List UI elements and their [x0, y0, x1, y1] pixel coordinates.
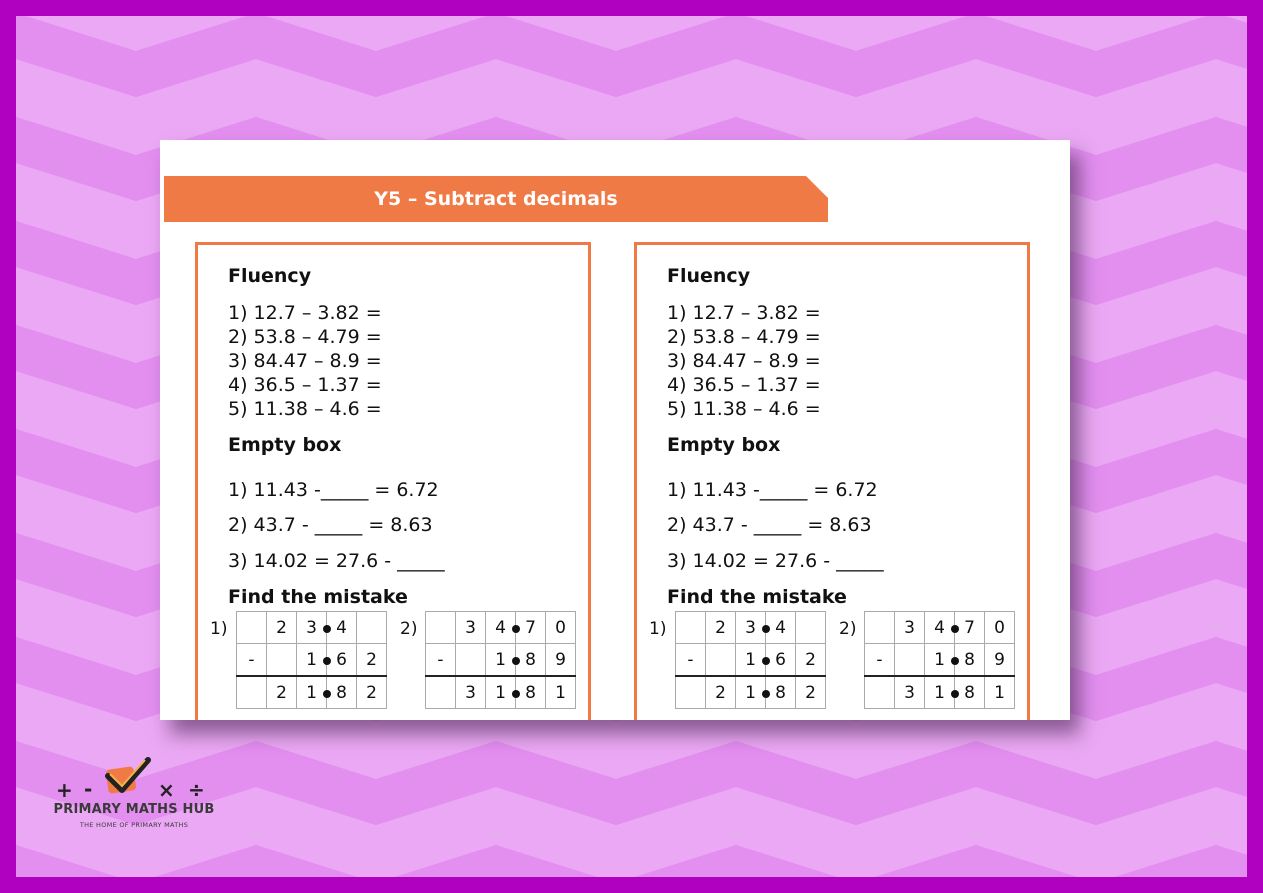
grid-cell	[706, 612, 736, 644]
grid-digit: 4	[495, 617, 506, 638]
grid-digit: 8	[525, 682, 536, 703]
grid-digit: 3	[904, 617, 915, 638]
grid-digit: 1	[934, 682, 945, 703]
empty-box-question: 3) 14.02 = 27.6 - _____	[228, 550, 445, 572]
fluency-list	[667, 301, 821, 421]
grid-cell	[456, 644, 486, 677]
logo-tagline: THE HOME OF PRIMARY MATHS	[79, 821, 189, 829]
grid-digit: 6	[336, 649, 347, 670]
decimal-point	[762, 625, 770, 633]
multiply-symbol: ×	[158, 778, 175, 802]
grid-cell	[796, 676, 826, 709]
fluency-question: 4) 36.5 – 1.37 =	[667, 374, 821, 396]
grid-digit: 1	[306, 682, 317, 703]
grid-digit: 2	[276, 617, 287, 638]
grid-digit: 2	[366, 649, 377, 670]
grid-digit: 3	[904, 682, 915, 703]
grid-row	[237, 676, 387, 709]
grid-cell	[736, 676, 766, 709]
grid-row	[676, 676, 826, 709]
empty-box-heading: Empty box	[667, 434, 781, 456]
grid-cell	[357, 612, 387, 644]
grid-cell	[925, 644, 955, 677]
grid-digit: 1	[994, 682, 1005, 703]
grid-cell	[895, 612, 925, 644]
grid-row	[237, 612, 387, 644]
logo-name: PRIMARY MATHS HUB	[53, 802, 215, 817]
empty-box-heading: Empty box	[228, 434, 342, 456]
grid-digit: 2	[366, 682, 377, 703]
column-subtraction-grid	[864, 611, 1015, 709]
grid-digit: 3	[745, 617, 756, 638]
empty-box-question: 1) 11.43 -_____ = 6.72	[667, 479, 878, 501]
grid-row	[676, 612, 826, 644]
fluency-heading: Fluency	[667, 265, 751, 287]
title-banner	[164, 176, 828, 222]
grid-cell	[267, 644, 297, 677]
grid-cell	[237, 676, 267, 709]
grid-digit: -	[687, 649, 694, 670]
grid-cell	[516, 676, 546, 709]
grid-digit: 9	[994, 649, 1005, 670]
grid-digit: 8	[964, 649, 975, 670]
column-subtraction-grid	[425, 611, 576, 709]
grid-cell	[267, 612, 297, 644]
grid-digit: 7	[525, 617, 536, 638]
grid-cell	[297, 676, 327, 709]
fluency-question: 5) 11.38 – 4.6 =	[667, 398, 821, 420]
grid-cell	[706, 644, 736, 677]
grid-digit: -	[437, 649, 444, 670]
grid-cell	[297, 612, 327, 644]
grid-cell	[736, 644, 766, 677]
fluency-question: 3) 84.47 – 8.9 =	[228, 350, 382, 372]
mistake-label: 1)	[649, 619, 667, 639]
grid-digit: 3	[465, 682, 476, 703]
grid-digit: 1	[495, 649, 506, 670]
grid-cell	[327, 676, 357, 709]
grid-row	[865, 676, 1015, 709]
decimal-point	[951, 625, 959, 633]
grid-cell	[865, 644, 895, 677]
fluency-question: 2) 53.8 – 4.79 =	[228, 326, 382, 348]
grid-cell	[267, 676, 297, 709]
grid-cell	[766, 612, 796, 644]
grid-cell	[426, 676, 456, 709]
fluency-question: 1) 12.7 – 3.82 =	[667, 302, 821, 324]
grid-cell	[766, 644, 796, 677]
grid-cell	[865, 612, 895, 644]
grid-cell	[985, 644, 1015, 677]
grid-digit: 4	[934, 617, 945, 638]
grid-digit: 8	[775, 682, 786, 703]
decimal-point	[512, 690, 520, 698]
column-subtraction-grid	[675, 611, 826, 709]
grid-cell	[865, 676, 895, 709]
divide-symbol: ÷	[188, 778, 205, 802]
grid-cell	[516, 612, 546, 644]
grid-digit: 2	[276, 682, 287, 703]
grid-row	[426, 612, 576, 644]
grid-cell	[456, 612, 486, 644]
plus-symbol: +	[56, 778, 73, 802]
grid-cell	[546, 612, 576, 644]
grid-digit: 1	[495, 682, 506, 703]
grid-cell	[985, 612, 1015, 644]
decimal-point	[323, 690, 331, 698]
decimal-point	[951, 690, 959, 698]
grid-cell	[796, 644, 826, 677]
grid-cell	[895, 644, 925, 677]
grid-cell	[327, 644, 357, 677]
grid-cell	[237, 612, 267, 644]
find-mistake-heading: Find the mistake	[228, 586, 408, 608]
grid-cell	[357, 644, 387, 677]
grid-cell	[357, 676, 387, 709]
grid-cell	[676, 612, 706, 644]
grid-cell	[327, 612, 357, 644]
grid-digit: 3	[465, 617, 476, 638]
chevron-stripe	[16, 36, 1247, 74]
grid-row	[426, 676, 576, 709]
grid-cell	[955, 612, 985, 644]
decimal-point	[762, 690, 770, 698]
grid-cell	[925, 612, 955, 644]
fluency-heading: Fluency	[228, 265, 312, 287]
grid-cell	[486, 612, 516, 644]
empty-box-question: 3) 14.02 = 27.6 - _____	[667, 550, 884, 572]
mistake-label: 2)	[400, 619, 418, 639]
grid-cell	[925, 676, 955, 709]
grid-digit: 2	[715, 617, 726, 638]
grid-digit: 9	[555, 649, 566, 670]
grid-digit: 2	[805, 682, 816, 703]
grid-cell	[426, 612, 456, 644]
grid-digit: 4	[336, 617, 347, 638]
primary-maths-hub-logo	[44, 752, 224, 836]
fluency-question: 4) 36.5 – 1.37 =	[228, 374, 382, 396]
worksheet-panel-left	[195, 242, 591, 720]
worksheet-title: Y5 – Subtract decimals	[374, 188, 618, 210]
grid-cell	[456, 676, 486, 709]
grid-digit: 8	[964, 682, 975, 703]
grid-digit: 8	[525, 649, 536, 670]
grid-cell	[516, 644, 546, 677]
grid-row	[865, 612, 1015, 644]
grid-digit: 1	[745, 649, 756, 670]
minus-symbol: -	[84, 777, 93, 801]
grid-digit: 1	[934, 649, 945, 670]
grid-cell	[297, 644, 327, 677]
grid-digit: 3	[306, 617, 317, 638]
grid-digit: -	[876, 649, 883, 670]
grid-digit: 2	[715, 682, 726, 703]
grid-digit: -	[248, 649, 255, 670]
grid-digit: 1	[555, 682, 566, 703]
decimal-point	[323, 657, 331, 665]
empty-box-question: 1) 11.43 -_____ = 6.72	[228, 479, 439, 501]
grid-digit: 0	[994, 617, 1005, 638]
grid-row	[426, 644, 576, 677]
grid-cell	[766, 676, 796, 709]
grid-cell	[676, 676, 706, 709]
fluency-question: 2) 53.8 – 4.79 =	[667, 326, 821, 348]
decimal-point	[951, 657, 959, 665]
mistake-label: 2)	[839, 619, 857, 639]
mistake-label: 1)	[210, 619, 228, 639]
worksheet-preview	[160, 140, 1070, 720]
grid-cell	[955, 676, 985, 709]
grid-digit: 6	[775, 649, 786, 670]
grid-cell	[486, 676, 516, 709]
grid-digit: 0	[555, 617, 566, 638]
grid-digit: 1	[745, 682, 756, 703]
grid-cell	[796, 612, 826, 644]
grid-digit: 2	[805, 649, 816, 670]
grid-row	[237, 644, 387, 677]
grid-row	[865, 644, 1015, 677]
grid-cell	[985, 676, 1015, 709]
grid-cell	[237, 644, 267, 677]
decimal-point	[512, 657, 520, 665]
fluency-list	[228, 301, 382, 421]
decimal-point	[323, 625, 331, 633]
fluency-question: 1) 12.7 – 3.82 =	[228, 302, 382, 324]
grid-digit: 8	[336, 682, 347, 703]
grid-cell	[676, 644, 706, 677]
fluency-question: 3) 84.47 – 8.9 =	[667, 350, 821, 372]
grid-digit: 7	[964, 617, 975, 638]
decimal-point	[762, 657, 770, 665]
grid-cell	[706, 676, 736, 709]
worksheet-panel-right	[634, 242, 1030, 720]
grid-cell	[736, 612, 766, 644]
grid-cell	[426, 644, 456, 677]
grid-cell	[546, 644, 576, 677]
chevron-stripe	[16, 868, 1247, 877]
grid-digit: 1	[306, 649, 317, 670]
grid-cell	[895, 676, 925, 709]
empty-box-question: 2) 43.7 - _____ = 8.63	[228, 514, 433, 536]
decimal-point	[512, 625, 520, 633]
grid-digit: 4	[775, 617, 786, 638]
grid-row	[676, 644, 826, 677]
fluency-question: 5) 11.38 – 4.6 =	[228, 398, 382, 420]
column-subtraction-grid	[236, 611, 387, 709]
grid-cell	[955, 644, 985, 677]
grid-cell	[486, 644, 516, 677]
grid-cell	[546, 676, 576, 709]
empty-box-question: 2) 43.7 - _____ = 8.63	[667, 514, 872, 536]
logo-graphic	[44, 752, 224, 802]
find-mistake-heading: Find the mistake	[667, 586, 847, 608]
